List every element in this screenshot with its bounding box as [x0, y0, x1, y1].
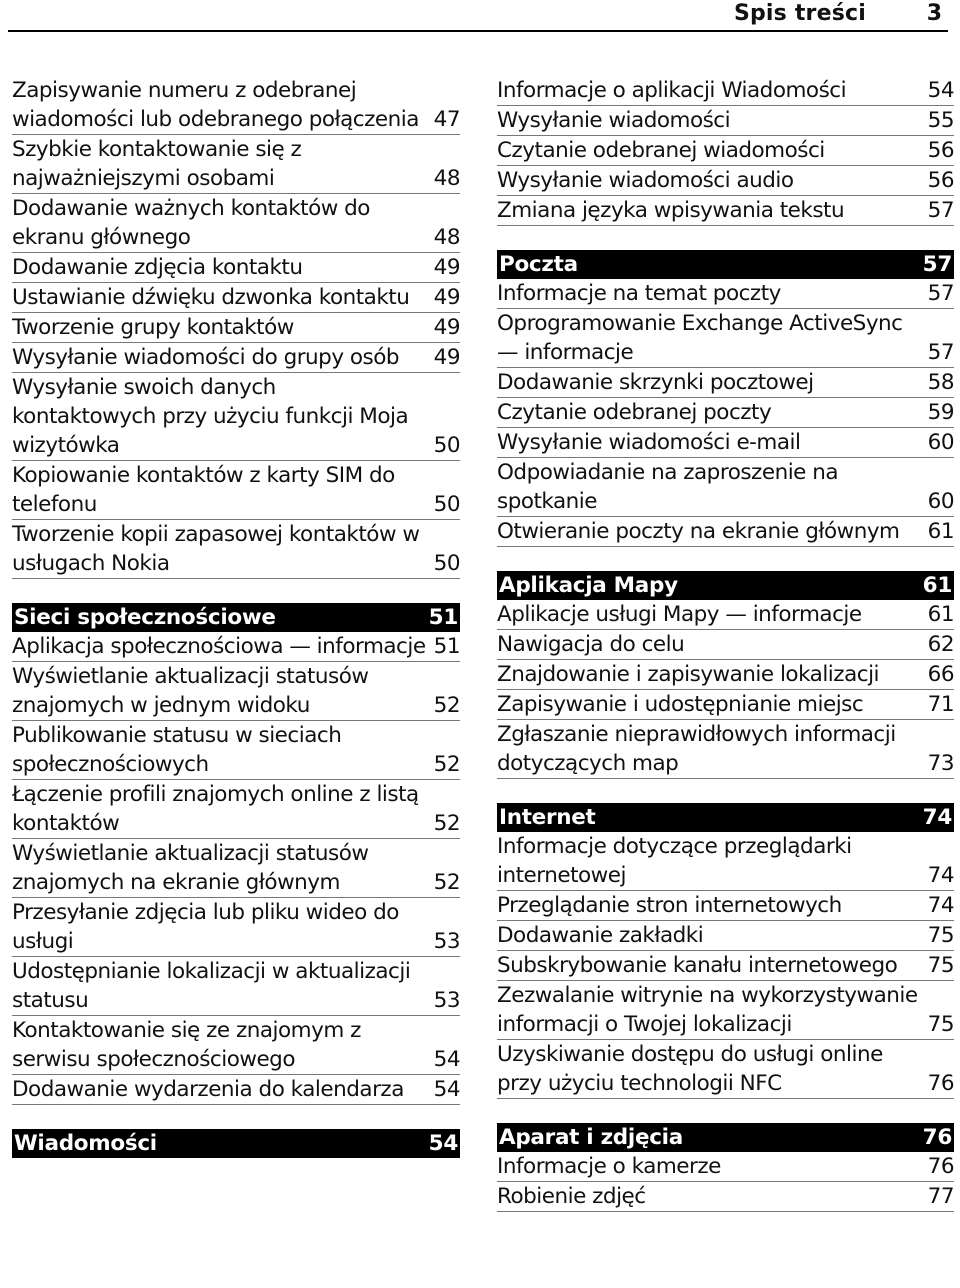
section-page-number: 57 — [922, 252, 952, 277]
toc-entry[interactable] — [12, 721, 460, 780]
entry-title: Łączenie profili znajomych online z listą kontaktów — [12, 782, 419, 836]
entry-title: Aplikacje usługi Mapy — informacje — [497, 602, 862, 627]
entry-page-number: 60 — [927, 430, 954, 455]
toc-entry[interactable] — [12, 283, 460, 313]
entry-page-number: 48 — [433, 166, 460, 191]
toc-entry[interactable] — [12, 662, 460, 721]
entry-page-number: 49 — [433, 285, 460, 310]
entry-title: Dodawanie zakładki — [497, 923, 704, 948]
toc-entry[interactable] — [497, 166, 954, 196]
toc-entry[interactable] — [497, 1152, 954, 1182]
entry-title: Aplikacja społecznościowa — informacje — [12, 634, 426, 659]
section-title: Sieci społecznościowe — [14, 605, 276, 630]
entry-title: Subskrybowanie kanału internetowego — [497, 953, 898, 978]
toc-entry[interactable] — [497, 1182, 954, 1212]
entry-page-number: 57 — [927, 281, 954, 306]
entry-title: Zmiana języka wpisywania tekstu — [497, 198, 845, 223]
toc-entry[interactable] — [497, 951, 954, 981]
entry-page-number: 53 — [433, 929, 460, 954]
entry-page-number: 54 — [433, 1047, 460, 1072]
entry-page-number: 57 — [927, 340, 954, 365]
entry-title: Kontaktowanie się ze znajomym z serwisu społecznościowego — [12, 1018, 361, 1072]
entry-title: Szybkie kontaktowanie się z najważniejszymi osobami — [12, 137, 302, 191]
header-page-number: 3 — [926, 1, 942, 26]
section-page-number: 61 — [922, 573, 952, 598]
entry-page-number: 75 — [927, 1012, 954, 1037]
entry-page-number: 66 — [927, 662, 954, 687]
toc-entry[interactable] — [497, 368, 954, 398]
entry-title: Czytanie odebranej poczty — [497, 400, 772, 425]
toc-entry[interactable] — [497, 660, 954, 690]
toc-entry[interactable] — [497, 136, 954, 166]
section-title: Wiadomości — [14, 1131, 157, 1156]
entry-title: Dodawanie zdjęcia kontaktu — [12, 255, 303, 280]
entry-title: Czytanie odebranej wiadomości — [497, 138, 825, 163]
entry-title: Wysyłanie swoich danych kontaktowych przy użyciu funkcji Moja wizytówka — [12, 375, 409, 458]
entry-title: Publikowanie statusu w sieciach społecznościowych — [12, 723, 342, 777]
entry-title: Przeglądanie stron internetowych — [497, 893, 842, 918]
entry-title: Uzyskiwanie dostępu do usługi online przy użyciu technologii NFC — [497, 1042, 883, 1096]
entry-title: Zezwalanie witrynie na wykorzystywanie informacji o Twojej lokalizacji — [497, 983, 918, 1037]
section-page-number: 74 — [922, 805, 952, 830]
entry-title: Nawigacja do celu — [497, 632, 685, 657]
toc-entry[interactable] — [497, 600, 954, 630]
entry-page-number: 49 — [433, 255, 460, 280]
entry-title: Robienie zdjęć — [497, 1184, 646, 1209]
entry-title: Przesyłanie zdjęcia lub pliku wideo do usługi — [12, 900, 399, 954]
entry-title: Dodawanie wydarzenia do kalendarza — [12, 1077, 404, 1102]
toc-entry[interactable] — [12, 839, 460, 898]
header-title: Spis treści — [733, 1, 866, 26]
toc-entry[interactable] — [497, 630, 954, 660]
toc-entry[interactable] — [12, 898, 460, 957]
entry-title: Udostępnianie lokalizacji w aktualizacji statusu — [12, 959, 411, 1013]
toc-entry[interactable] — [497, 309, 954, 368]
page-header — [8, 0, 948, 32]
entry-title: Znajdowanie i zapisywanie lokalizacji — [497, 662, 880, 687]
section-title: Internet — [499, 805, 596, 830]
entry-title: Oprogramowanie Exchange ActiveSync — informacje — [497, 311, 903, 365]
entry-page-number: 62 — [927, 632, 954, 657]
section-page-number: 76 — [922, 1125, 952, 1150]
toc-entry[interactable] — [497, 690, 954, 720]
entry-page-number: 49 — [433, 345, 460, 370]
entry-title: Wyświetlanie aktualizacji statusów znajomych na ekranie głównym — [12, 841, 369, 895]
section-title: Poczta — [499, 252, 578, 277]
entry-title: Wysyłanie wiadomości do grupy osób — [12, 345, 400, 370]
entry-title: Zgłaszanie nieprawidłowych informacji dotyczących map — [497, 722, 896, 776]
toc-entry[interactable] — [497, 720, 954, 779]
toc-entry[interactable] — [12, 461, 460, 520]
section-page-number: 51 — [428, 605, 458, 630]
entry-page-number: 73 — [927, 751, 954, 776]
toc-entry[interactable] — [12, 76, 460, 135]
toc-left-column — [12, 76, 460, 1158]
toc-entry[interactable] — [497, 1040, 954, 1099]
entry-page-number: 74 — [927, 893, 954, 918]
entry-title: Kopiowanie kontaktów z karty SIM do telefonu — [12, 463, 395, 517]
toc-entry[interactable] — [497, 832, 954, 891]
toc-entry[interactable] — [497, 891, 954, 921]
section-title: Aparat i zdjęcia — [499, 1125, 683, 1150]
entry-page-number: 52 — [433, 693, 460, 718]
entry-title: Dodawanie skrzynki pocztowej — [497, 370, 814, 395]
entry-page-number: 54 — [433, 1077, 460, 1102]
toc-entry[interactable] — [12, 135, 460, 194]
entry-page-number: 57 — [927, 198, 954, 223]
entry-page-number: 60 — [927, 489, 954, 514]
toc-entry[interactable] — [12, 520, 460, 579]
toc-entry[interactable] — [12, 780, 460, 839]
entry-page-number: 74 — [927, 863, 954, 888]
toc-entry[interactable] — [12, 194, 460, 253]
entry-page-number: 49 — [433, 315, 460, 340]
entry-title: Tworzenie grupy kontaktów — [12, 315, 294, 340]
entry-page-number: 47 — [433, 107, 460, 132]
entry-title: Otwieranie poczty na ekranie głównym — [497, 519, 900, 544]
entry-title: Tworzenie kopii zapasowej kontaktów w usługach Nokia — [12, 522, 420, 576]
toc-entry[interactable] — [12, 313, 460, 343]
entry-title: Zapisywanie numeru z odebranej wiadomości lub odebranego połączenia — [12, 78, 419, 132]
entry-title: Ustawianie dźwięku dzwonka kontaktu — [12, 285, 410, 310]
toc-entry[interactable] — [12, 343, 460, 373]
entry-title: Informacje na temat poczty — [497, 281, 781, 306]
toc-entry[interactable] — [12, 253, 460, 283]
section-title: Aplikacja Mapy — [499, 573, 678, 598]
entry-title: Informacje dotyczące przeglądarki internetowej — [497, 834, 852, 888]
entry-page-number: 51 — [433, 634, 460, 659]
entry-title: Dodawanie ważnych kontaktów do ekranu głównego — [12, 196, 370, 250]
toc-entry[interactable] — [12, 1016, 460, 1075]
toc-section-header[interactable] — [497, 571, 954, 600]
toc-entry[interactable] — [12, 373, 460, 461]
entry-page-number: 50 — [433, 433, 460, 458]
toc-right-column — [497, 76, 954, 1212]
entry-page-number: 52 — [433, 870, 460, 895]
entry-page-number: 77 — [927, 1184, 954, 1209]
entry-page-number: 76 — [927, 1154, 954, 1179]
entry-page-number: 48 — [433, 225, 460, 250]
entry-title: Wyświetlanie aktualizacji statusów znajomych w jednym widoku — [12, 664, 369, 718]
toc-entry[interactable] — [497, 76, 954, 106]
section-page-number: 54 — [428, 1131, 458, 1156]
entry-page-number: 54 — [927, 78, 954, 103]
toc-entry[interactable] — [497, 458, 954, 517]
toc-entry[interactable] — [12, 957, 460, 1016]
toc-entry[interactable] — [497, 106, 954, 136]
toc-entry[interactable] — [12, 1075, 460, 1105]
entry-page-number: 58 — [927, 370, 954, 395]
toc-section-header[interactable] — [497, 1123, 954, 1152]
entry-title: Zapisywanie i udostępnianie miejsc — [497, 692, 864, 717]
entry-page-number: 61 — [927, 519, 954, 544]
toc-entry[interactable] — [497, 981, 954, 1040]
entry-page-number: 50 — [433, 551, 460, 576]
entry-title: Informacje o kamerze — [497, 1154, 721, 1179]
entry-title: Wysyłanie wiadomości audio — [497, 168, 794, 193]
entry-page-number: 71 — [927, 692, 954, 717]
toc-entry[interactable] — [497, 279, 954, 309]
toc-section-header[interactable] — [12, 1129, 460, 1158]
entry-page-number: 56 — [927, 138, 954, 163]
entry-page-number: 53 — [433, 988, 460, 1013]
entry-page-number: 76 — [927, 1071, 954, 1096]
toc-section-header[interactable] — [497, 250, 954, 279]
entry-title: Odpowiadanie na zaproszenie na spotkanie — [497, 460, 839, 514]
entry-page-number: 56 — [927, 168, 954, 193]
toc-section-header[interactable] — [497, 803, 954, 832]
entry-title: Informacje o aplikacji Wiadomości — [497, 78, 847, 103]
entry-page-number: 75 — [927, 923, 954, 948]
toc-entry[interactable] — [497, 517, 954, 547]
toc-entry[interactable] — [497, 398, 954, 428]
entry-title: Wysyłanie wiadomości e-mail — [497, 430, 801, 455]
entry-page-number: 52 — [433, 752, 460, 777]
entry-page-number: 61 — [927, 602, 954, 627]
toc-entry[interactable] — [497, 196, 954, 226]
entry-title: Wysyłanie wiadomości — [497, 108, 731, 133]
toc-entry[interactable] — [497, 428, 954, 458]
entry-page-number: 50 — [433, 492, 460, 517]
toc-entry[interactable] — [497, 921, 954, 951]
toc-entry[interactable] — [12, 632, 460, 662]
entry-page-number: 52 — [433, 811, 460, 836]
entry-page-number: 75 — [927, 953, 954, 978]
toc-section-header[interactable] — [12, 603, 460, 632]
entry-page-number: 59 — [927, 400, 954, 425]
entry-page-number: 55 — [927, 108, 954, 133]
